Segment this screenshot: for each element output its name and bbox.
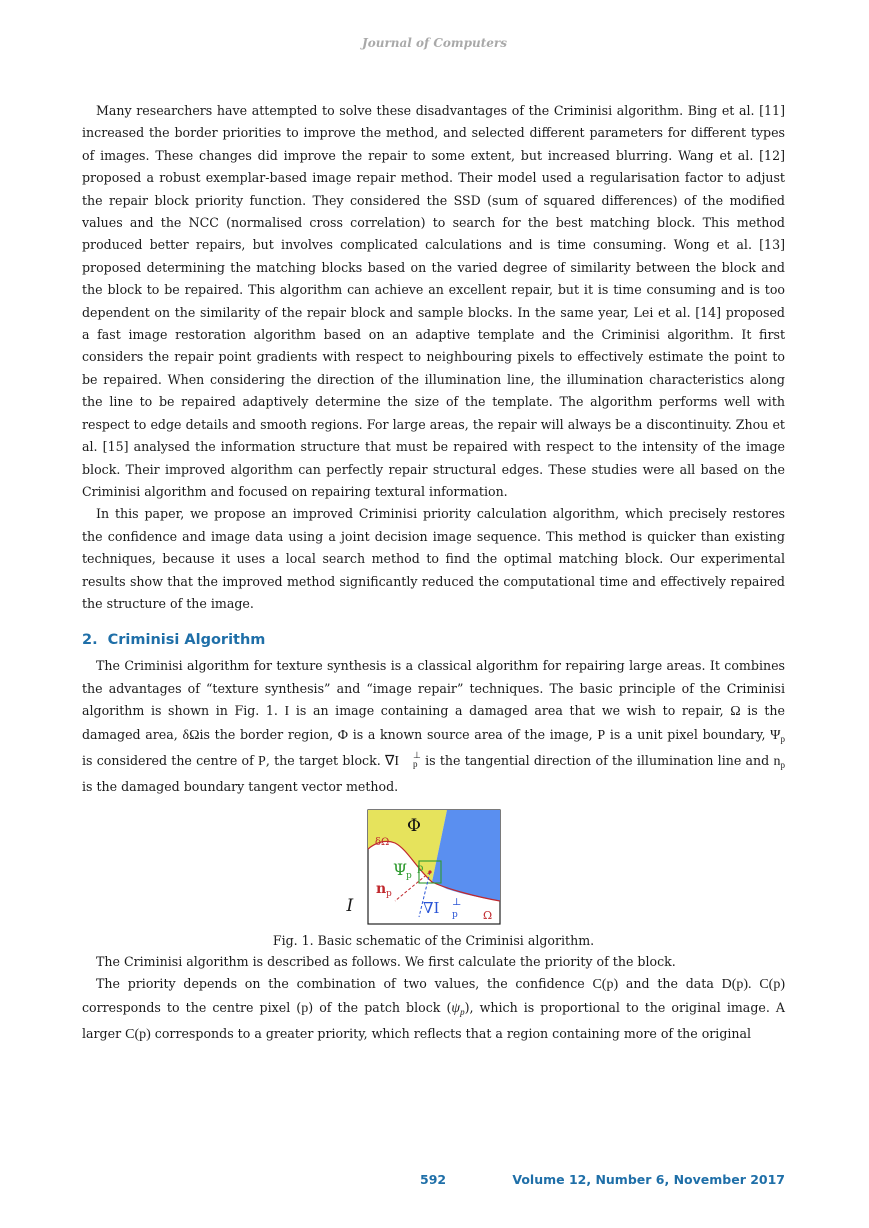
criminisi-schematic	[367, 809, 501, 925]
gradient-glyph: ∇I	[384, 753, 399, 769]
page-number: 592	[420, 1172, 447, 1187]
section-title: Criminisi Algorithm	[107, 632, 266, 649]
fig-label-p: p	[416, 862, 423, 874]
symbol-gradient	[384, 749, 421, 769]
text-span: ), which is proportional to the original image. A larger	[82, 999, 785, 1041]
fig-label-delta-omega: δΩ	[374, 836, 389, 848]
symbol-I: I	[284, 704, 290, 720]
text-span: is the damaged boundary tangent vector method.	[82, 779, 399, 795]
psi-subscript: p	[780, 733, 785, 744]
section-paragraph-2: The Criminisi algorithm is described as follows. We first calculate the priority of the block.	[96, 953, 676, 969]
symbol-psi-small	[451, 1001, 464, 1016]
volume-info: Volume 12, Number 6, November 2017	[512, 1172, 785, 1187]
fig-label-omega: Ω	[482, 908, 492, 922]
gradient-subscript: p	[413, 758, 418, 769]
symbol-confidence-3: C(p)	[125, 1027, 151, 1042]
fig-label-gradient: ∇I	[422, 898, 439, 917]
symbol-phi: Φ	[337, 727, 349, 743]
symbol-omega: Ω	[730, 704, 741, 720]
symbol-n-p	[773, 754, 785, 769]
text-span: is a unit pixel boundary,	[609, 726, 766, 742]
symbol-data-term: D(p).	[721, 977, 752, 993]
intro-paragraph-1: Many researchers have attempted to solve these disadvantages of the Criminisi algorithm. Bing et al. [11] increased the border priorities to improve the method, and selected different parameters for different types of images. These changes did improve the repair to some extent, but increased blurring. Wang et al. [12] proposed a robust exemplar-based image repair method. Their model used a regularisation factor to adjust the repair block priority function. They considered the SSD (sum of squared differences) of the modified values and the NCC (normalised cross correlation) to search for the best matching block. This method produced better repairs, but involves complicated calculations and is time consuming. Wong et al. [13] proposed determining the matching blocks based on the varied degree of similarity between the block and the block to be repaired. This algorithm can achieve an excellent repair, but it is time consuming and is too dependent on the similarity of the repair block and sample blocks. In the same year, Lei et al. [14] proposed a fast image restoration algorithm based on an adaptive template and the Criminisi algorithm. It first considers the repair point gradients with respect to neighbouring pixels to effectively estimate the point to be repaired. When considering the direction of the illumination line, the illumination characteristics along the line to be repaired adaptively determine the size of the template. The algorithm performs well with respect to edge details and smooth regions. For large areas, the repair will always be a discontinuity. Zhou et al. [15] analysed the information structure that must be repaired with respect to the intensity of the image block. Their improved algorithm can perfectly repair structural edges. These studies were all based on the Criminisi algorithm and focused on repairing textural information.	[82, 103, 785, 499]
text-span: The Criminisi algorithm for texture synthesis is a classical algorithm for repairing large areas. It combines the advantages of “texture synthesis” and “image repair” techniques. The basic principle of the Criminisi algorithm is shown in Fig. 1.	[82, 658, 785, 719]
text-span: is a known source area of the image,	[352, 726, 593, 742]
gradient-superscript: ⊥	[413, 749, 421, 760]
text-span: is an image containing a damaged area that we wish to repair,	[295, 703, 724, 719]
psi-small-subscript: p	[460, 1006, 465, 1017]
symbol-p: p	[301, 1000, 309, 1016]
text-span: The priority depends on the combination of two values, the confidence	[96, 976, 585, 992]
symbol-confidence: C(p)	[592, 977, 619, 993]
text-span: is the border region,	[199, 726, 334, 742]
symbol-psi-p	[770, 728, 785, 743]
fig-label-n-sub: p	[385, 888, 392, 899]
section-number: 2.	[82, 632, 98, 649]
psi-small-glyph: ψ	[451, 1000, 461, 1016]
text-span: is considered the centre of	[82, 752, 254, 768]
fig-label-image: I	[346, 895, 354, 916]
figure-caption: Fig. 1. Basic schematic of the Criminisi algorithm.	[272, 932, 595, 948]
symbol-confidence-2: C(p)	[759, 977, 785, 993]
section-heading	[82, 629, 785, 651]
n-glyph: n	[773, 753, 781, 769]
page-content	[82, 100, 785, 1046]
fig-label-psi: Ψ	[392, 859, 407, 879]
fig-label-psi-sub: p	[405, 870, 412, 881]
text-span: is the damaged area,	[82, 703, 785, 742]
fig-label-phi: Φ	[406, 815, 421, 836]
text-span: corresponds to a greater priority, which reflects that a region containing more of the original	[154, 1026, 752, 1041]
fig-label-n: n	[375, 880, 386, 897]
center-point	[428, 870, 431, 873]
intro-paragraph-2: In this paper, we propose an improved Criminisi priority calculation algorithm, which precisely restores the confidence and image data using a joint decision image sequence. This method is quicker than existing techniques, because it uses a local search method to find the optimal matching block. Our experimental results show that the improved method significantly reduced the computational time and effectively repaired the structure of the image.	[82, 506, 785, 611]
text-span: is the tangential direction of the illumination line and	[425, 752, 770, 768]
text-span: , the target block.	[265, 752, 381, 768]
text-span: and the data	[625, 976, 714, 992]
text-span: corresponds to the centre pixel (	[82, 999, 302, 1015]
fig-label-gradient-sub: p	[451, 909, 458, 920]
symbol-delta-omega: δΩ	[182, 727, 200, 743]
section-paragraph-1	[82, 655, 785, 798]
figure-1	[82, 809, 785, 951]
symbol-P: P	[597, 727, 606, 743]
section-paragraph-3	[82, 973, 785, 1046]
psi-glyph: Ψ	[770, 727, 781, 743]
symbol-P-2: P	[258, 753, 266, 769]
n-subscript: p	[780, 759, 785, 770]
text-span: ) of the patch block (	[308, 999, 452, 1015]
fig-label-gradient-sup: ⊥	[451, 896, 461, 908]
journal-header: Journal of Computers	[362, 36, 507, 50]
